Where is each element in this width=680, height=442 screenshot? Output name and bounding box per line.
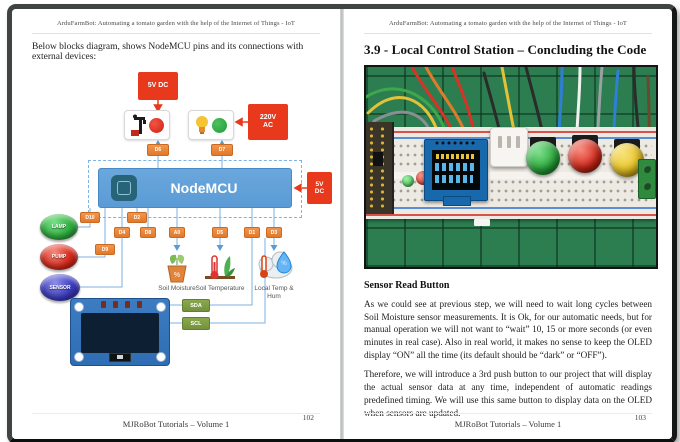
- pin-label: A0: [173, 229, 181, 236]
- dht22-sensor: [490, 127, 528, 167]
- nodemcu-logo-icon: [111, 175, 137, 201]
- soil-temperature-label: Soil Temperature: [195, 285, 245, 292]
- pump-push-button-label: PUMP: [51, 254, 67, 260]
- paragraph-2: Therefore, we will introduce a 3rd push button to our project that will display the actual sensor data at any time, independent of automatic readings predefined timing. We will use this same button to display data on the OLED when sensors are updated.: [364, 369, 652, 418]
- pin-d9: [95, 244, 115, 255]
- pin-d4: [114, 227, 130, 238]
- pin-d8: [140, 227, 156, 238]
- oled-silk-mark: [109, 353, 131, 362]
- book-frame: [7, 4, 677, 442]
- soil-temperature-icon: [203, 250, 237, 284]
- pin-lamp: [211, 144, 233, 156]
- breadboard-photo: [364, 65, 658, 269]
- two-page-spread: [12, 9, 672, 439]
- power-right-voltage: 5V: [315, 180, 324, 188]
- rail-blue-bottom: [366, 207, 656, 209]
- section-title: 3.9 - Local Control Station – Concluding the Code: [364, 42, 647, 57]
- power-right-type: DC: [314, 188, 325, 195]
- running-header-right: ArduFarmBot: Automating a tomato garden with the help of the Internet of Things - IoT: [389, 20, 627, 27]
- ac-voltage-label: 220V: [259, 113, 277, 121]
- local-temp-hum-label: Local Temp & Hum: [254, 285, 294, 301]
- red-push-button-photo: [568, 139, 602, 173]
- right-page-footer: [364, 405, 652, 429]
- oled-mount-hole: [156, 302, 166, 312]
- pump-push-button: [40, 244, 78, 270]
- terminal-block: [638, 159, 656, 199]
- pin-label: D3: [270, 229, 278, 236]
- page-number-left: 102: [302, 413, 314, 422]
- dht-grill-slot: [498, 136, 502, 148]
- dht-grill-slot: [507, 136, 511, 148]
- oled-sda-pin-box: [182, 299, 210, 312]
- oled-pin: [125, 301, 130, 308]
- intro-text: Below blocks diagram, shows NodeMCU pins and its connections with external devices:: [32, 42, 304, 62]
- pin-d1: [244, 227, 260, 238]
- right-page: [344, 9, 672, 439]
- running-header-left: ArduFarmBot: Automating a tomato garden with the help of the Internet of Things - IoT: [57, 20, 295, 27]
- green-push-button-photo: [526, 141, 560, 175]
- green-led: [402, 175, 414, 187]
- pin-pump: [147, 144, 169, 156]
- ac-220v-box: [248, 104, 288, 140]
- oled-screen: [81, 313, 159, 353]
- left-page: [12, 9, 340, 439]
- rail-red-bottom: [366, 214, 656, 216]
- pin-label: D2: [133, 214, 141, 221]
- pin-label: D5: [216, 229, 224, 236]
- lamp-device-box: [188, 110, 234, 140]
- oled-mount-hole: [74, 302, 84, 312]
- nodemcu-label: NodeMCU: [170, 180, 238, 196]
- nodemcu-box: [98, 168, 292, 208]
- header-divider-left: [32, 33, 320, 34]
- esp-chip: [373, 152, 383, 166]
- pin-d10: [80, 212, 100, 223]
- soil-moisture-icon: [160, 250, 194, 284]
- page-number-right: 103: [634, 413, 646, 422]
- oled-scl-pin-box: [182, 317, 210, 330]
- paragraph-1: As we could see at previous step, we will need to wait long cycles between Soil Moisture sensor measurements. It is Ok, for our automatic needs, but for manual operation we will not want to “wait” 10, 15 or more seconds (or even minutes in real case). Also in real world, it makes no sense to keep the OLED display “ON” all the time (its default should be “dark” or “OFF”).: [364, 299, 652, 360]
- oled-pin: [113, 301, 118, 308]
- left-page-footer: [32, 405, 320, 429]
- svg-text:%: %: [281, 261, 287, 267]
- oled-mount-hole: [74, 352, 84, 362]
- ac-type-label: AC: [262, 122, 274, 129]
- pin-lamp-label: D7: [218, 147, 226, 153]
- oled-module-photo: [424, 139, 488, 201]
- pin-label: D1: [248, 229, 256, 236]
- header-divider-right: [364, 33, 652, 34]
- oled-yellow-text: [436, 154, 476, 159]
- svg-text:%: %: [173, 272, 181, 279]
- soil-moisture-label: Soil Moisture: [158, 285, 196, 292]
- scl-label: SCL: [190, 320, 202, 327]
- pin-label: D8: [144, 229, 152, 236]
- nodemcu-board-photo: [366, 122, 394, 214]
- nodemcu-block-diagram: [32, 66, 332, 370]
- light-bulb-icon: [195, 114, 209, 136]
- sda-label: SDA: [190, 302, 202, 309]
- power-5vdc-top-label: 5V DC: [147, 81, 169, 89]
- power-5vdc-top-box: [138, 72, 178, 100]
- breadboard-clip: [474, 219, 490, 226]
- oled-display-module: [70, 298, 170, 366]
- lamp-push-button: [40, 214, 78, 240]
- pin-pump-label: D6: [154, 147, 162, 153]
- footer-text-left: MJRoBot Tutorials – Volume 1: [122, 419, 230, 429]
- dht-grill-slot: [516, 136, 520, 148]
- terminal-screw: [643, 165, 651, 173]
- nodemcu-pin-row: [369, 126, 374, 210]
- power-5vdc-right-box: [307, 172, 332, 204]
- oled-screen-photo: [432, 150, 480, 190]
- oled-header-pins: [435, 141, 475, 145]
- nodemcu-pin-row: [380, 126, 385, 210]
- oled-blue-text-row2: [435, 175, 473, 183]
- oled-blue-text-row1: [435, 163, 477, 171]
- pump-red-indicator: [149, 118, 164, 133]
- pin-d2: [127, 212, 147, 223]
- footer-divider-right: [364, 413, 652, 414]
- oled-pin: [101, 301, 106, 308]
- oled-tab: [443, 196, 471, 206]
- water-pump-icon: [130, 114, 146, 136]
- terminal-screw: [643, 182, 651, 190]
- pin-label: D4: [118, 229, 126, 236]
- subheading-sensor-read-button: Sensor Read Button: [364, 280, 450, 291]
- pin-label: D9: [101, 246, 109, 253]
- lamp-green-indicator: [212, 118, 227, 133]
- local-temp-hum-icon: [254, 248, 296, 284]
- footer-text-right: MJRoBot Tutorials – Volume 1: [454, 419, 562, 429]
- oled-mount-hole: [156, 352, 166, 362]
- pin-a0: [169, 227, 185, 238]
- pump-device-box: [124, 110, 170, 140]
- pin-d5: [212, 227, 228, 238]
- footer-divider-left: [32, 413, 320, 414]
- lamp-push-button-label: LAMP: [51, 224, 67, 230]
- pin-d3: [266, 227, 282, 238]
- oled-pin: [137, 301, 142, 308]
- sensor-push-button: [40, 274, 80, 301]
- sensor-push-button-label: SENSOR: [49, 284, 71, 291]
- pin-label: D10: [85, 214, 95, 221]
